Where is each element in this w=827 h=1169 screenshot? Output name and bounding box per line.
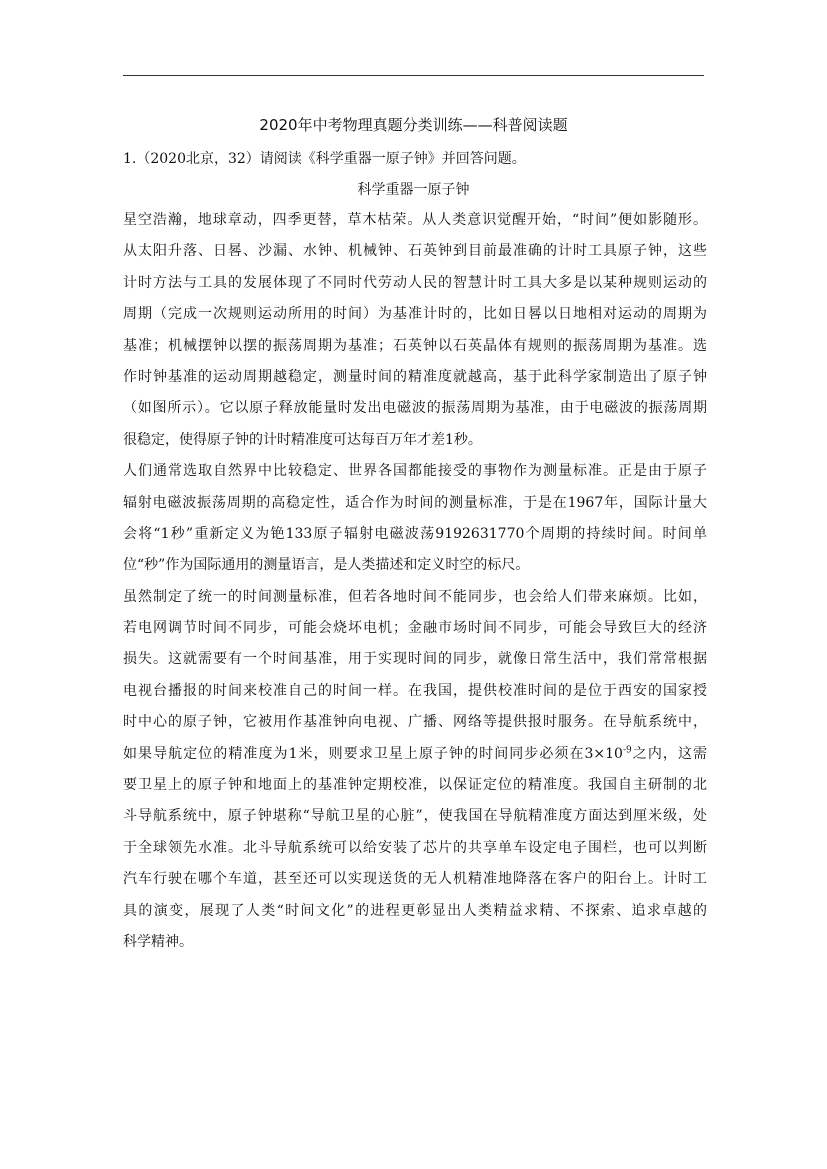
article-line: 时中心的原子钟，它被用作基准钟向电视、广播、网络等提供报时服务。在导航系统中，	[123, 714, 707, 731]
article-line: 若电网调节时间不同步，可能会烧坏电机；金融市场时间不同步，可能会导致巨大的经济	[123, 620, 707, 637]
article-line: 汽车行驶在哪个车道，甚至还可以实现送货的无人机精准地降落在客户的阳台上。计时工	[123, 871, 707, 888]
article-line: 科学精神。	[123, 933, 193, 950]
article-body	[123, 209, 707, 962]
header-rule	[123, 75, 704, 76]
article-line: 会将“1秒”重新定义为铯133原子辐射电磁波荡9192631770个周期的持续时间。时间单	[123, 525, 707, 542]
article-line: 电视台播报的时间来校准自己的时间一样。在我国，提供校准时间的是位于西安的国家授	[123, 682, 707, 699]
article-line: 斗导航系统中，原子钟堪称“导航卫星的心脏”，使我国在导航精准度方面达到厘米级，处	[123, 808, 707, 825]
article-line: 人们通常选取自然界中比较稳定、世界各国都能接受的事物作为测量标准。正是由于原子	[123, 463, 707, 480]
article-line: 从太阳升落、日晷、沙漏、水钟、机械钟、石英钟到目前最准确的计时工具原子钟，这些	[123, 243, 707, 260]
article-line: （如图所示）。它以原子释放能量时发出电磁波的振荡周期为基准，由于电磁波的振荡周期	[123, 400, 707, 417]
article-line: 要卫星上的原子钟和地面上的基准钟定期校准，以保证定位的精准度。我国自主研制的北	[123, 777, 707, 794]
line-head: 如果导航定位的精准度为1米，则要求卫星上原子钟的时间同步必须在3×10	[123, 745, 623, 762]
line-tail: 之内，这需	[631, 745, 707, 762]
document-title: 2020年中考物理真题分类训练——科普阅读题	[259, 116, 568, 134]
article-line: 虽然制定了统一的时间测量标准，但若各地时间不能同步，也会给人们带来麻烦。比如，	[123, 588, 707, 605]
article-line-with-exponent	[123, 743, 707, 774]
article-line: 很稳定，使得原子钟的计时精准度可达每百万年才差1秒。	[123, 431, 482, 448]
article-line: 具的演变，展现了人类“时间文化”的进程更彰显出人类精益求精、不探索、追求卓越的	[123, 902, 707, 919]
article-line: 位“秒”作为国际通用的测量语言，是人类描述和定义时空的标尺。	[123, 557, 530, 574]
article-line: 基准；机械摆钟以摆的振荡周期为基准；石英钟以石英晶体有规则的振荡周期为基准。选	[123, 337, 707, 354]
article-line: 损失。这就需要有一个时间基准，用于实现时间的同步，就像日常生活中，我们常常根据	[123, 651, 707, 668]
article-line: 计时方法与工具的发展体现了不同时代劳动人民的智慧计时工具大多是以某种规则运动的	[123, 274, 707, 291]
article-line: 于全球领先水准。北斗导航系统可以给安装了芯片的共享单车设定电子围栏，也可以判断	[123, 839, 707, 856]
article-line: 辐射电磁波振荡周期的高稳定性，适合作为时间的测量标准，于是在1967年，国际计量大	[123, 494, 707, 511]
article-line: 作时钟基准的运动周期越稳定，测量时间的精准度就越高，基于此科学家制造出了原子钟	[123, 368, 707, 385]
article-title: 科学重器一原子钟	[357, 182, 470, 198]
question-prompt: 1.（2020北京，32）请阅读《科学重器一原子钟》并回答问题。	[123, 151, 526, 167]
article-line: 星空浩瀚，地球章动，四季更替，草木枯荣。从人类意识觉醒开始，“时间”便如影随形。	[123, 212, 707, 228]
exponent: -9	[622, 744, 632, 755]
article-line: 周期（完成一次规则运动所用的时间）为基准计时的，比如日晷以日地相对运动的周期为	[123, 306, 707, 323]
